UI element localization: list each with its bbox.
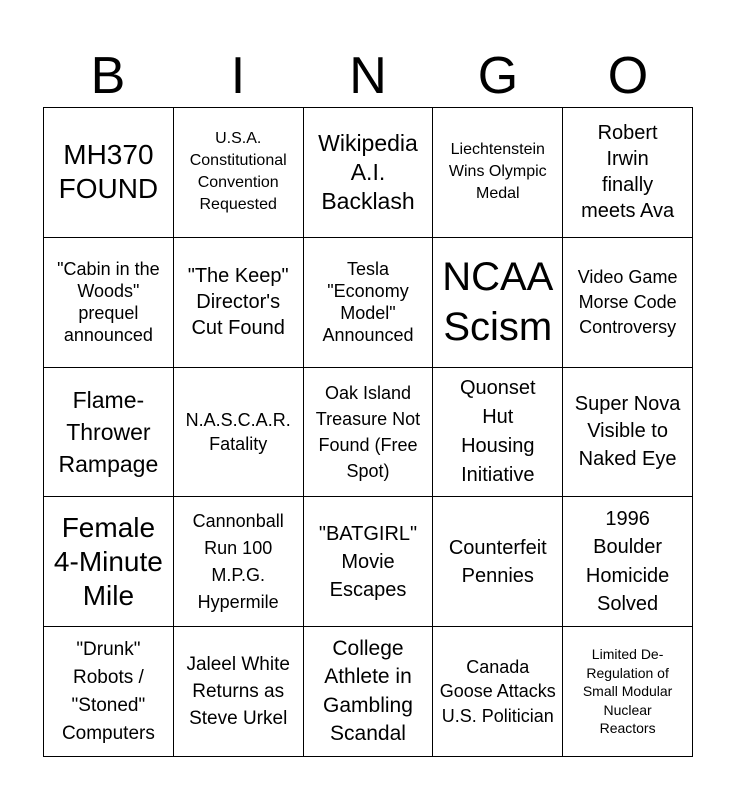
bingo-cell[interactable]	[174, 368, 304, 498]
bingo-cell[interactable]	[433, 368, 563, 498]
cell-text: 1996 Boulder Homicide Solved	[585, 507, 670, 616]
header-letter-o: O	[607, 47, 649, 105]
bingo-cell[interactable]	[174, 497, 304, 627]
bingo-board	[43, 107, 693, 757]
cell-text: Wikipedia A.I. Backlash	[318, 129, 418, 214]
header-letter-b: B	[90, 47, 126, 105]
bingo-header	[43, 46, 693, 106]
cell-text: Liechtenstein Wins Olympic Medal	[448, 141, 547, 203]
bingo-cell[interactable]	[433, 497, 563, 627]
cell-text: Female 4-Minute Mile	[53, 511, 163, 611]
cell-text: MH370 FOUND	[58, 139, 159, 205]
cell-text: "Drunk" Robots / "Stoned" Computers	[61, 638, 155, 744]
bingo-cell[interactable]	[44, 627, 174, 757]
bingo-cell[interactable]	[433, 238, 563, 368]
bingo-cell[interactable]	[304, 238, 434, 368]
header-letter-g: G	[477, 47, 519, 105]
bingo-cell[interactable]	[304, 627, 434, 757]
bingo-cell[interactable]	[563, 627, 693, 757]
bingo-cell[interactable]	[44, 368, 174, 498]
cell-text: Limited De-Regulation of Small Modular Nuclear Reactors	[582, 646, 673, 737]
cell-text: Counterfeit Pennies	[448, 536, 547, 587]
cell-text: "Cabin in the Woods" prequel announced	[57, 259, 160, 346]
cell-text: Super Nova Visible to Naked Eye	[574, 392, 681, 470]
cell-text: Flame-Thrower Rampage	[58, 386, 159, 477]
bingo-cell[interactable]	[44, 108, 174, 238]
bingo-cell[interactable]	[174, 627, 304, 757]
bingo-cell[interactable]	[433, 108, 563, 238]
cell-text: "BATGIRL" Movie Escapes	[318, 522, 418, 601]
bingo-cell[interactable]	[304, 368, 434, 498]
bingo-cell[interactable]	[304, 497, 434, 627]
bingo-cell[interactable]	[174, 238, 304, 368]
bingo-cell[interactable]	[433, 627, 563, 757]
cell-text: Oak Island Treasure Not Found (Free Spot)	[315, 382, 421, 481]
cell-text: Canada Goose Attacks U.S. Politician	[439, 656, 556, 726]
bingo-cell[interactable]	[563, 108, 693, 238]
cell-text: Video Game Morse Code Controversy	[577, 266, 678, 337]
bingo-cell[interactable]	[44, 497, 174, 627]
cell-text: NCAA Scism	[442, 255, 554, 350]
cell-text: Tesla "Economy Model" Announced	[322, 259, 414, 346]
bingo-cell[interactable]	[563, 368, 693, 498]
cell-text: College Athlete in Gambling Scandal	[323, 636, 413, 746]
bingo-cell[interactable]	[44, 238, 174, 368]
cell-text: Robert Irwin finally meets Ava	[581, 122, 675, 223]
cell-text: Jaleel White Returns as Steve Urkel	[186, 654, 290, 730]
cell-text: Cannonball Run 100 M.P.G. Hypermile	[192, 510, 284, 612]
bingo-cell[interactable]	[174, 108, 304, 238]
bingo-cell[interactable]	[563, 238, 693, 368]
cell-text: Quonset Hut Housing Initiative	[459, 376, 536, 486]
bingo-cell[interactable]	[304, 108, 434, 238]
cell-text: U.S.A. Constitutional Convention Requested	[189, 130, 287, 214]
bingo-cell[interactable]	[563, 497, 693, 627]
cell-text: N.A.S.C.A.R. Fatality	[185, 409, 291, 454]
cell-text: "The Keep" Director's Cut Found	[187, 265, 289, 340]
header-letter-n: N	[349, 47, 387, 105]
header-letter-i: I	[230, 47, 246, 105]
